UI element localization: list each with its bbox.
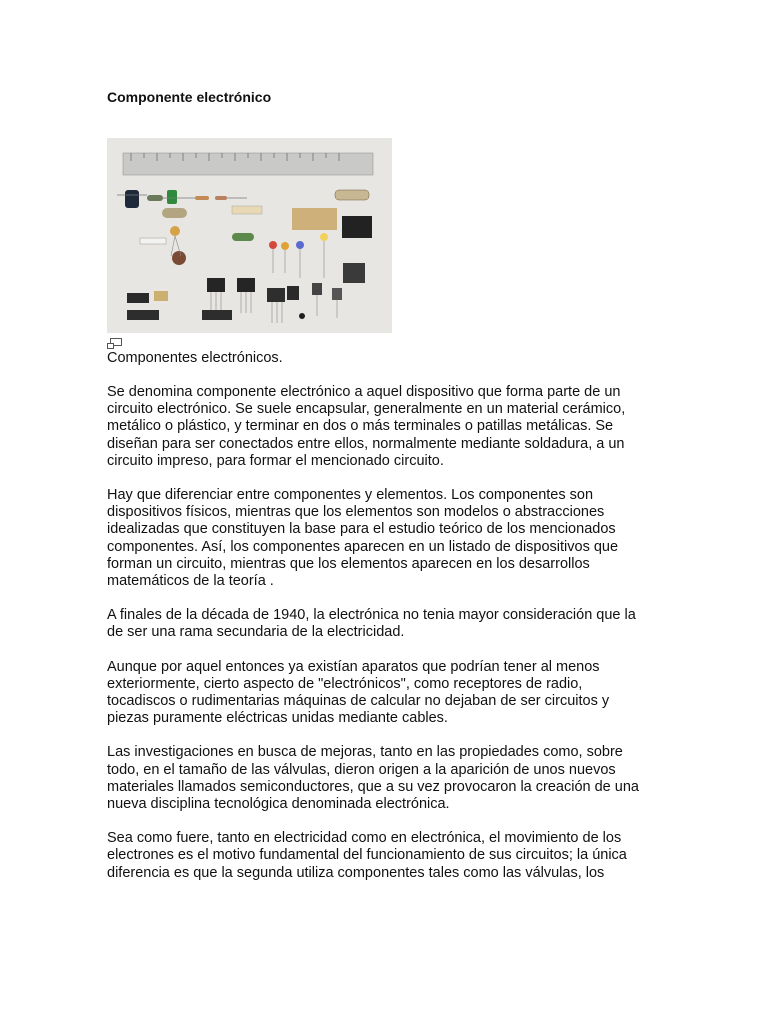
paragraphs [107, 384, 667, 882]
paragraph-electrons [107, 830, 667, 882]
figure-caption: Componentes electrónicos. [107, 350, 283, 366]
paragraph-line: tocadiscos o rudimentarias máquinas de calcular no dejaban de ser circuitos y [107, 693, 610, 710]
paragraph-line: todo, en el tamaño de las válvulas, dieron origen a la aparición de unos nuevos [107, 761, 616, 778]
paragraph-line: Se denomina componente electrónico a aquel dispositivo que forma parte de un [107, 384, 621, 400]
paragraph-line: Hay que diferenciar entre componentes y elementos. Los componentes son [107, 487, 594, 504]
paragraph-definition [107, 384, 667, 470]
paragraph-line: diferencia es que la segunda utiliza componentes tales como las válvulas, los [107, 864, 605, 881]
paragraph-early-devices [107, 659, 667, 728]
paragraph-semiconductors [107, 744, 667, 813]
components-photo [107, 138, 392, 333]
paragraph-line: electrones es el motivo fundamental del funcionamiento de sus circuitos; la única [107, 847, 627, 864]
paragraph-line: forman un circuito, mientras que los elementos aparecen en los desarrollos [107, 555, 590, 572]
enlarge-image-icon[interactable] [107, 338, 123, 350]
paragraph-line: nueva disciplina tecnológica denominada electrónica. [107, 796, 450, 813]
paragraph-line: Las investigaciones en busca de mejoras, tanto en las propiedades como, sobre [107, 744, 623, 761]
components-photo-illustration [107, 138, 392, 333]
paragraph-line: Aunque por aquel entonces ya existían aparatos que podrían tener al menos [107, 658, 600, 675]
paragraph-line: piezas puramente eléctricas unidas mediante cables. [107, 710, 448, 727]
paragraph-line: idealizadas que constituyen la base para el estudio teórico de los mencionados [107, 521, 616, 538]
document-page [107, 88, 667, 882]
paragraph-line: exteriormente, cierto aspecto de "electrónicos", como receptores de radio, [107, 675, 583, 692]
paragraph-line: matemáticos de la teoría . [107, 573, 274, 590]
paragraph-components-vs-elements [107, 487, 667, 590]
paragraph-line: componentes. Así, los componentes aparecen en un listado de dispositivos que [107, 538, 619, 555]
paragraph-line: materiales llamados semiconductores, que a su vez provocaron la creación de una [107, 778, 639, 795]
paragraph-line: A finales de la década de 1940, la electrónica no tenia mayor consideración que la [107, 607, 636, 624]
page-title: Componente electrónico [107, 89, 272, 105]
paragraph-line: dispositivos físicos, mientras que los elementos son modelos o abstracciones [107, 504, 605, 521]
paragraph-history-1940 [107, 607, 667, 641]
paragraph-line: diseñan para ser conectados entre ellos, normalmente mediante soldadura, a un [107, 435, 625, 452]
paragraph-line: Sea como fuere, tanto en electricidad como en electrónica, el movimiento de los [107, 830, 622, 847]
paragraph-line: circuito impreso, para formar el mencionado circuito. [107, 452, 444, 469]
paragraph-line: metálico o plástico, y terminar en dos o más terminales o patillas metálicas. Se [107, 418, 614, 435]
paragraph-line: de ser una rama secundaria de la electricidad. [107, 624, 405, 641]
paragraph-line: circuito electrónico. Se suele encapsular, generalmente en un material cerámico, [107, 401, 626, 418]
